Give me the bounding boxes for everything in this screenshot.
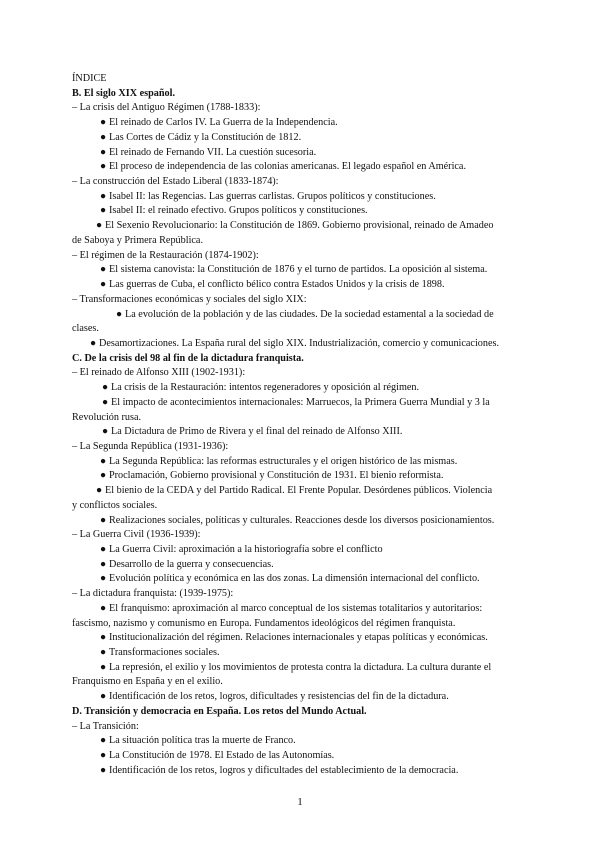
- bullet-icon: ●: [100, 264, 107, 276]
- bullet-icon: ●: [100, 573, 107, 585]
- bullet-icon: ●: [100, 544, 107, 555]
- list-item: ● El impacto de acontecimientos internacionales: Marruecos, la Primera Guerra Mundial y 3 la: [72, 396, 528, 411]
- bullet-icon: ●: [100, 750, 107, 762]
- list-item: ● Desarrollo de la guerra y consecuencias.: [72, 558, 528, 573]
- list-item: ● Transformaciones sociales.: [72, 646, 528, 661]
- bullet-icon: ●: [102, 396, 109, 408]
- bullet-icon: ●: [100, 455, 107, 467]
- list-item: ● Institucionalización del régimen. Relaciones internacionales y etapas políticas y económicas.: [72, 631, 528, 646]
- list-item-continuation: clases.: [72, 323, 99, 335]
- list-item-continuation: y conflictos sociales.: [72, 499, 158, 511]
- index-content: [72, 72, 528, 779]
- list-item: ● El Sexenio Revolucionario: la Constitución de 1869. Gobierno provisional, reinado de Amadeo: [72, 219, 528, 234]
- list-item: ● Las guerras de Cuba, el conflicto bélico contra Estados Unidos y la crisis de 1898.: [72, 278, 528, 293]
- list-item-continuation: Revolución rusa.: [72, 411, 142, 423]
- list-item: ● El reinado de Fernando VII. La cuestión sucesoria.: [72, 146, 528, 161]
- list-item: ● Isabel II: el reinado efectivo. Grupos políticos y constituciones.: [72, 204, 528, 219]
- bullet-icon: ●: [100, 558, 107, 570]
- subsection-heading: – La Transición:: [72, 720, 139, 732]
- section-c-heading: C. De la crisis del 98 al fin de la dictadura franquista.: [72, 352, 304, 364]
- index-title: ÍNDICE: [72, 73, 107, 84]
- subsection-heading: – La crisis del Antiguo Régimen (1788-1833):: [72, 102, 261, 114]
- list-item: ● La crisis de la Restauración: intentos regeneradores y oposición al régimen.: [72, 381, 528, 396]
- list-item: ● Desamortizaciones. La España rural del siglo XIX. Industrialización, comercio y comunicaciones.: [72, 337, 528, 352]
- list-item-continuation: de Saboya y Primera República.: [72, 234, 203, 246]
- page-number: 1: [297, 796, 303, 808]
- section-d-heading: D. Transición y democracia en España. Los retos del Mundo Actual.: [72, 705, 367, 717]
- bullet-icon: ●: [100, 764, 107, 776]
- bullet-icon: ●: [100, 632, 107, 644]
- list-item: ● Realizaciones sociales, políticas y culturales. Reacciones desde los diversos posicionamientos.: [72, 514, 528, 529]
- bullet-icon: ●: [100, 161, 107, 173]
- bullet-icon: ●: [100, 661, 107, 673]
- list-item: ● El proceso de independencia de las colonias americanas. El legado español en América.: [72, 160, 528, 175]
- bullet-icon: ●: [96, 220, 103, 232]
- list-item: ● La Guerra Civil: aproximación a la historiografía sobre el conflicto: [72, 543, 528, 558]
- bullet-icon: ●: [100, 470, 107, 482]
- bullet-icon: ●: [100, 647, 107, 659]
- subsection-heading: – Transformaciones económicas y sociales del siglo XIX:: [72, 293, 307, 305]
- bullet-icon: ●: [100, 190, 107, 202]
- subsection-heading: – La dictadura franquista: (1939-1975):: [72, 588, 234, 600]
- list-item: ● La Constitución de 1978. El Estado de las Autonomías.: [72, 749, 528, 764]
- bullet-icon: ●: [100, 279, 107, 291]
- list-item: ● Proclamación, Gobierno provisional y Constitución de 1931. El bienio reformista.: [72, 469, 528, 484]
- list-item: ● La situación política tras la muerte de Franco.: [72, 734, 528, 749]
- list-item: ● El sistema canovista: la Constitución de 1876 y el turno de partidos. La oposición al sistema.: [72, 263, 528, 278]
- list-item: ● Evolución política y económica en las dos zonas. La dimensión internacional del conflicto.: [72, 572, 528, 587]
- list-item-continuation: fascismo, nazismo y comunismo en Europa. Fundamentos ideológicos del régimen franquista.: [72, 617, 456, 629]
- bullet-icon: ●: [100, 602, 107, 614]
- list-item-continuation: Franquismo en España y en el exilio.: [72, 676, 223, 688]
- list-item: ● El reinado de Carlos IV. La Guerra de la Independencia.: [72, 116, 528, 131]
- subsection-heading: – El régimen de la Restauración (1874-1902):: [72, 249, 259, 261]
- bullet-icon: ●: [100, 131, 107, 143]
- bullet-icon: ●: [100, 117, 107, 129]
- list-item: ● El bienio de la CEDA y del Partido Radical. El Frente Popular. Desórdenes públicos. Violencia: [72, 484, 528, 499]
- bullet-icon: ●: [116, 308, 123, 320]
- bullet-icon: ●: [100, 735, 107, 747]
- section-b-heading: B. El siglo XIX español.: [72, 87, 176, 99]
- bullet-icon: ●: [100, 514, 107, 526]
- bullet-icon: ●: [90, 337, 97, 349]
- subsection-heading: – La Guerra Civil (1936-1939):: [72, 529, 201, 541]
- bullet-icon: ●: [100, 146, 107, 158]
- bullet-icon: ●: [100, 205, 107, 217]
- list-item: ● La evolución de la población y de las ciudades. De la sociedad estamental a la sociedad de: [72, 308, 528, 323]
- list-item: ● Las Cortes de Cádiz y la Constitución de 1812.: [72, 131, 528, 146]
- list-item: ● La Segunda República: las reformas estructurales y el origen histórico de las mismas.: [72, 455, 528, 470]
- list-item: ● Identificación de los retos, logros y dificultades del establecimiento de la democracia.: [72, 764, 528, 779]
- bullet-icon: ●: [96, 485, 103, 497]
- list-item: ● Identificación de los retos, logros, dificultades y resistencias del fin de la dictadura.: [72, 690, 528, 705]
- subsection-heading: – La Segunda República (1931-1936):: [72, 440, 229, 452]
- list-item: ● La represión, el exilio y los movimientos de protesta contra la dictadura. La cultura durante el: [72, 661, 528, 676]
- subsection-heading: – La construcción del Estado Liberal (1833-1874):: [72, 176, 279, 188]
- subsection-heading: – El reinado de Alfonso XIII (1902-1931):: [72, 367, 246, 379]
- bullet-icon: ●: [102, 382, 109, 394]
- list-item: ● Isabel II: las Regencias. Las guerras carlistas. Grupos políticos y constituciones.: [72, 190, 528, 205]
- bullet-icon: ●: [102, 426, 109, 438]
- bullet-icon: ●: [100, 691, 107, 703]
- list-item: ● La Dictadura de Primo de Rivera y el final del reinado de Alfonso XIII.: [72, 425, 528, 440]
- list-item: ● El franquismo: aproximación al marco conceptual de los sistemas totalitarios y autoritarios:: [72, 602, 528, 617]
